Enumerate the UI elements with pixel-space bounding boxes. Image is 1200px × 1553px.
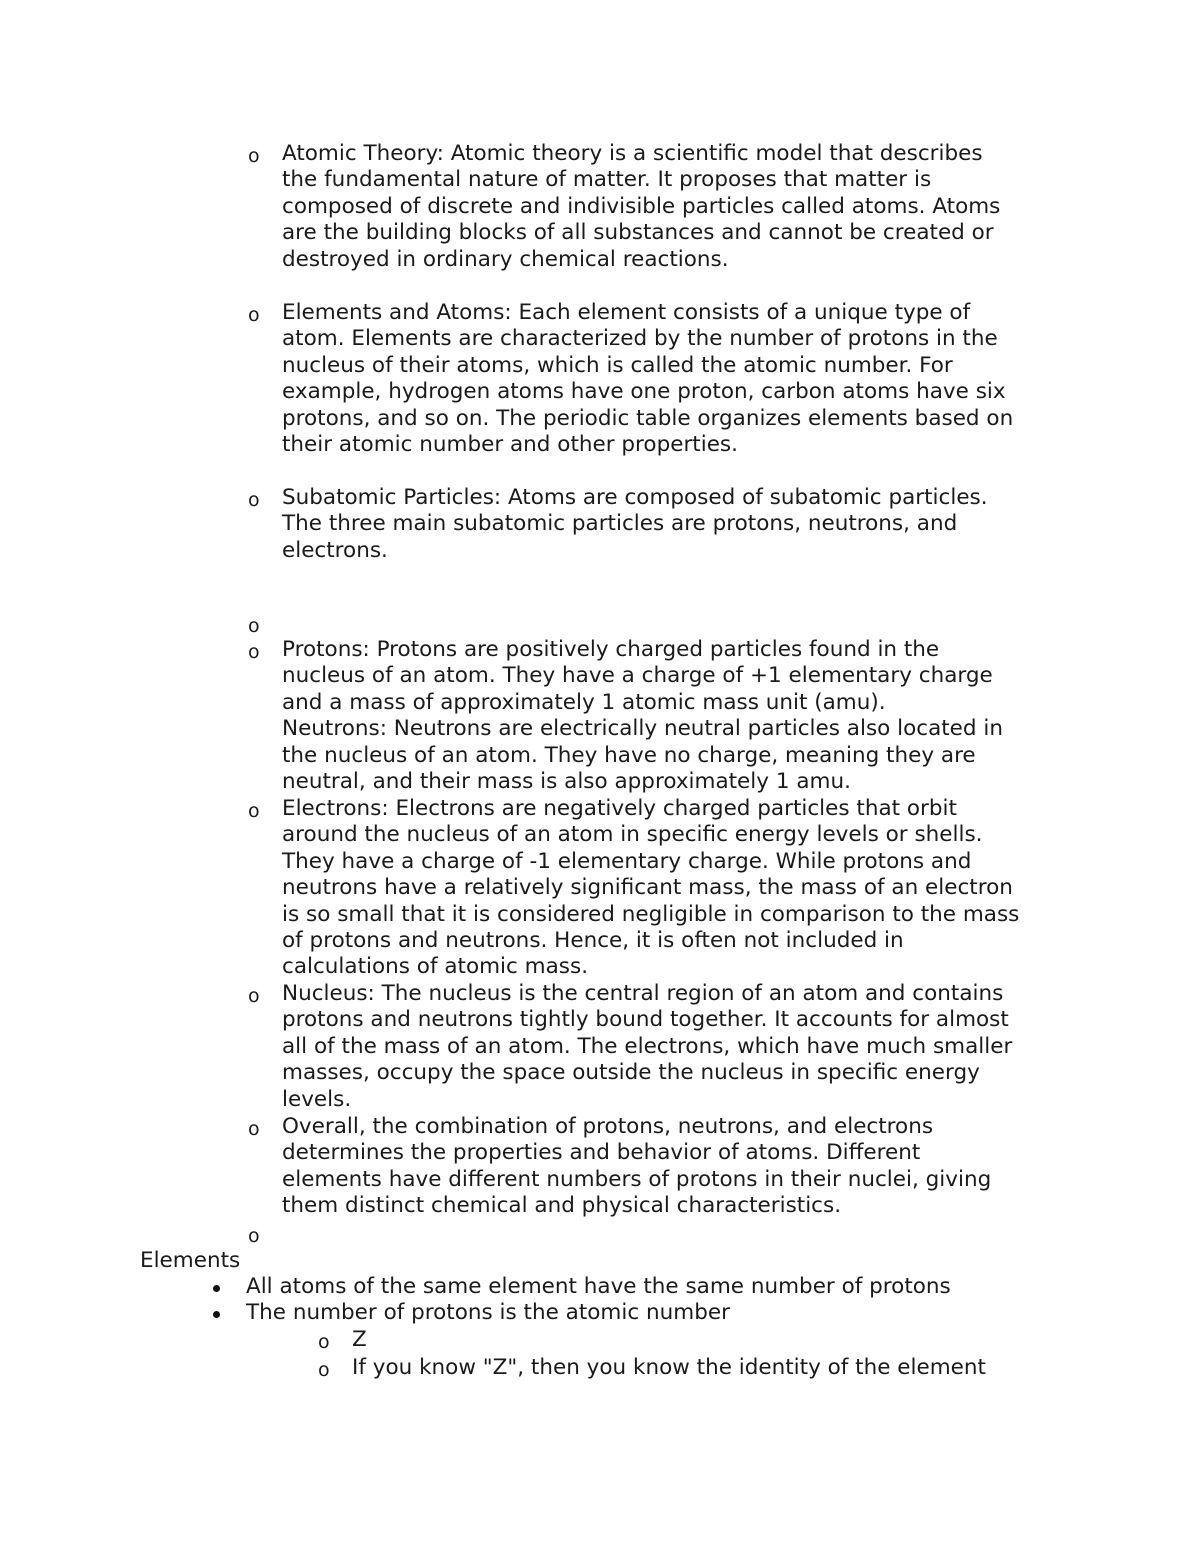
text-line: their atomic number and other properties.	[282, 432, 738, 458]
text-line: and a mass of approximately 1 atomic mass unit (amu).	[282, 689, 886, 715]
text-line: the nucleus of an atom. They have no charge, meaning they are	[282, 742, 976, 768]
text-line: them distinct chemical and physical characteristics.	[282, 1193, 842, 1219]
text-line: Neutrons: Neutrons are electrically neutral particles also located in	[282, 716, 1003, 742]
paragraph-nucleus	[282, 981, 1012, 1113]
text-line: Overall, the combination of protons, neutrons, and electrons	[282, 1114, 934, 1139]
text-line: Electrons: Electrons are negatively charged particles that orbit	[282, 796, 957, 821]
text-line: protons and neutrons tightly bound together. It accounts for almost	[282, 1007, 1009, 1033]
list-marker-circle: o	[248, 145, 260, 167]
text-line: nucleus of their atoms, which is called the atomic number. For	[282, 352, 953, 378]
paragraph-protons	[282, 637, 1003, 795]
elements-heading: Elements	[140, 1248, 241, 1273]
bullet-item: All atoms of the same element have the same number of protons	[246, 1274, 951, 1299]
text-line: neutral, and their mass is also approximately 1 amu.	[282, 769, 851, 795]
text-line: are the building blocks of all substances and cannot be created or	[282, 220, 994, 246]
list-marker-circle-empty: o	[248, 615, 260, 637]
list-marker-circle: o	[248, 800, 260, 822]
text-line: composed of discrete and indivisible particles called atoms. Atoms	[282, 193, 1001, 219]
paragraph-electrons	[282, 796, 1019, 981]
paragraph-overall	[282, 1114, 991, 1220]
paragraph-subatomic	[282, 485, 988, 564]
sub-bullet-item: If you know "Z", then you know the identity of the element	[352, 1355, 986, 1380]
text-line: example, hydrogen atoms have one proton, carbon atoms have six	[282, 379, 1006, 405]
list-marker-dot	[213, 1311, 220, 1318]
list-marker-circle: o	[248, 489, 260, 511]
paragraph-atomic-theory	[282, 141, 1000, 273]
text-line: elements have different numbers of protons in their nuclei, giving	[282, 1166, 992, 1192]
text-line: is so small that it is considered negligible in comparison to the mass	[282, 901, 1020, 927]
list-marker-circle: o	[318, 1331, 330, 1353]
text-line: Protons: Protons are positively charged particles found in the	[282, 637, 940, 662]
text-line: Subatomic Particles: Atoms are composed of subatomic particles.	[282, 485, 988, 510]
text-line: atom. Elements are characterized by the number of protons in the	[282, 326, 998, 352]
text-line: They have a charge of -1 elementary charge. While protons and	[282, 848, 972, 874]
list-marker-circle: o	[248, 641, 260, 663]
text-line: around the nucleus of an atom in specific energy levels or shells.	[282, 822, 983, 848]
text-line: all of the mass of an atom. The electrons, which have much smaller	[282, 1033, 1013, 1059]
text-line: destroyed in ordinary chemical reactions.	[282, 246, 729, 272]
list-marker-dot	[213, 1285, 220, 1292]
text-line: of protons and neutrons. Hence, it is often not included in	[282, 928, 904, 954]
text-line: The three main subatomic particles are protons, neutrons, and	[282, 511, 958, 537]
sub-bullet-item: Z	[352, 1327, 367, 1352]
text-line: protons, and so on. The periodic table organizes elements based on	[282, 405, 1014, 431]
text-line: neutrons have a relatively significant mass, the mass of an electron	[282, 875, 1013, 901]
paragraph-elements-atoms	[282, 300, 1013, 458]
list-marker-circle: o	[248, 1118, 260, 1140]
text-line: the fundamental nature of matter. It proposes that matter is	[282, 167, 932, 193]
text-line: Elements and Atoms: Each element consists of a unique type of	[282, 300, 971, 325]
bullet-item: The number of protons is the atomic number	[246, 1300, 730, 1325]
text-line: determines the properties and behavior of atoms. Different	[282, 1140, 921, 1166]
list-marker-circle: o	[318, 1359, 330, 1381]
list-marker-circle: o	[248, 985, 260, 1007]
text-line: masses, occupy the space outside the nucleus in specific energy	[282, 1060, 980, 1086]
list-marker-circle-empty: o	[248, 1225, 260, 1247]
text-line: electrons.	[282, 537, 388, 563]
text-line: nucleus of an atom. They have a charge of +1 elementary charge	[282, 663, 993, 689]
text-line: levels.	[282, 1086, 352, 1112]
list-marker-circle: o	[248, 304, 260, 326]
text-line: Nucleus: The nucleus is the central region of an atom and contains	[282, 981, 1004, 1006]
text-line: calculations of atomic mass.	[282, 954, 589, 980]
text-line: Atomic Theory: Atomic theory is a scientific model that describes	[282, 141, 983, 166]
